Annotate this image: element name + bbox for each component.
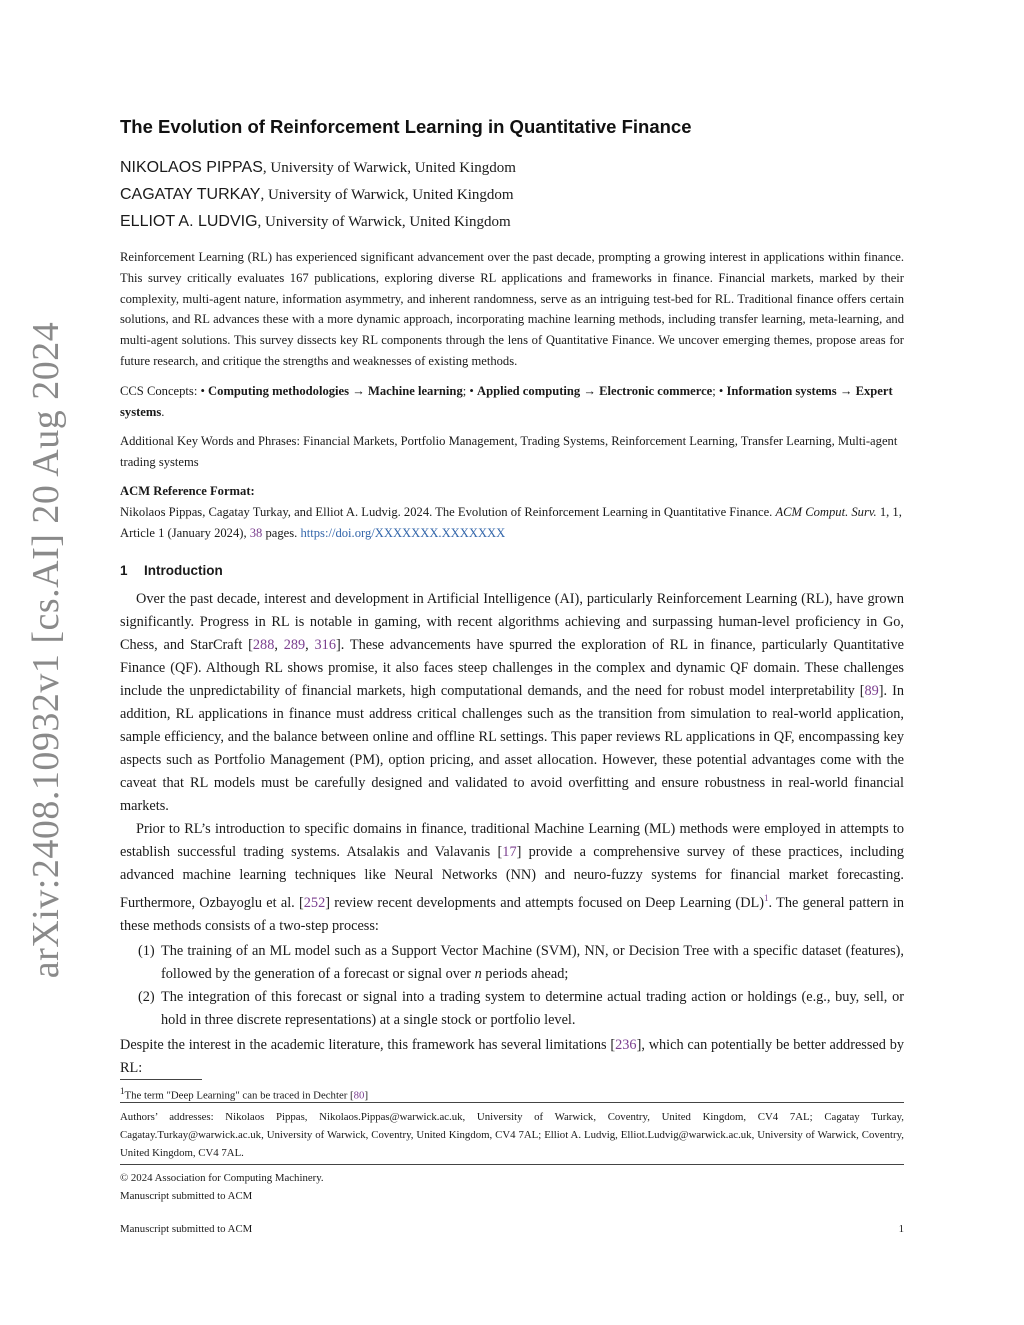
reference-text: Nikolaos Pippas, Cagatay Turkay, and Elliot A. Ludvig. 2024. The Evolution of Reinforcement Learning in Quantitative Finance.	[120, 504, 776, 519]
ccs-bullet: •	[718, 384, 727, 398]
journal-name: ACM Comput. Surv.	[775, 504, 877, 519]
addresses-rule	[120, 1102, 904, 1103]
copyright-rule	[120, 1164, 904, 1165]
text: The training of an ML model such as a Support Vector Machine (SVM), NN, or Decision Tree with a specific dataset (features), followed by the generation of a forecast or signal over	[161, 942, 904, 982]
citation-link[interactable]: 316	[314, 637, 336, 653]
footer-text: Manuscript submitted to ACM	[120, 1223, 253, 1235]
author-affiliation: , University of Warwick, United Kingdom	[257, 214, 511, 230]
section-number: 1	[120, 563, 128, 578]
text: ] provide a comprehensive survey of these practices, including advanced machine learning techniques like Neural Networks (NN) and neuro-fuzzy systems for financial market forecasting. Furthermore, Ozbayoglu et al. [	[120, 844, 904, 911]
doi-link[interactable]: https://doi.org/XXXXXXX.XXXXXXX	[300, 525, 506, 540]
text: Over the past decade, interest and development in Artificial Intelligence (AI), particularly Reinforcement Learning (RL), have grown significantly. Progress in RL is notable in gaming, with recent algorithms achieving and surpassing human-level proficiency in Go, Chess, and StarCraft [	[120, 591, 904, 653]
list-marker: (1)	[138, 942, 155, 959]
author-name: CAGATAY TURKAY	[120, 186, 261, 203]
text: ]. In addition, RL applications in finance must address critical challenges such as the transition from simulation to real-world application, sample efficiency, and the balance between online and offline RL settings. This paper reviews RL applications in QF, encompassing key aspects such as Portfolio Management (PM), option pricing, and asset allocation. However, these potential advantages come with the caveat that RL models must be carefully designed and validated to avoid overfitting and ensure robustness in real-world financial markets.	[120, 683, 904, 814]
introduction-body	[120, 588, 904, 1080]
keywords: Additional Key Words and Phrases: Financial Markets, Portfolio Management, Trading Systems, Reinforcement Learning, Transfer Learning, Multi-agent trading systems	[120, 434, 898, 469]
text: ], which can potentially be better addressed by RL:	[120, 1036, 904, 1076]
acm-reference	[120, 481, 904, 543]
citation-link[interactable]: 89	[864, 683, 879, 699]
copyright-block	[120, 1169, 904, 1205]
acm-reference-text	[120, 502, 904, 544]
list-marker: (2)	[138, 988, 155, 1005]
abstract: Reinforcement Learning (RL) has experienced significant advancement over the past decade, prompting a growing interest in applications within finance. This survey critically evaluates 167 publications, exploring diverse RL applications and frameworks in finance. Financial markets, marked by their complexity, multi-agent nature, information asymmetry, and inherent randomness, serve as an intriguing test-bed for RL. Traditional finance offers certain solutions, and RL advances these with a more dynamic approach, incorporating machine learning methods, including transfer learning, meta-learning, and multi-agent solutions. This survey dissects key RL components through the lens of Quantitative Finance. We uncover emerging themes, propose areas for future research, and critique the strengths and weaknesses of existing methods.	[120, 250, 904, 368]
ccs-term: Computing methodologies	[208, 384, 350, 398]
ccs-term: Electronic commerce	[599, 384, 713, 398]
text: The integration of this forecast or signal into a trading system to determine actual trading action or holdings (e.g., buy, sell, or hold in three discrete representations) at a single stock or portfolio level.	[161, 988, 904, 1028]
ccs-separator: .	[161, 404, 165, 419]
ccs-term: Expert systems	[120, 384, 893, 419]
text: . The general pattern in these methods consists of a two-step process:	[120, 894, 904, 934]
citation-link[interactable]: 17	[502, 844, 517, 860]
reference-text: 1, 1, Article 1 (January 2024),	[120, 504, 902, 540]
citation-link[interactable]: 288	[252, 637, 275, 653]
acm-reference-label: ACM Reference Format:	[120, 484, 255, 498]
paragraph	[120, 1034, 904, 1080]
author-entry	[120, 213, 516, 240]
numbered-list	[120, 940, 904, 1032]
footnote	[120, 1083, 904, 1104]
text: The term "Deep Learning" can be traced in Dechter [	[124, 1089, 354, 1102]
list-item	[120, 986, 904, 1032]
text: ]	[364, 1089, 369, 1102]
ccs-term: Applied computing	[476, 384, 581, 398]
text: periods ahead;	[481, 965, 569, 982]
ccs-separator: ;	[712, 384, 719, 398]
citation-link[interactable]: 252	[303, 894, 326, 911]
ccs-concepts	[120, 381, 904, 423]
author-entry	[120, 159, 516, 186]
variable: n	[474, 965, 482, 982]
ccs-bullet: •	[200, 384, 209, 398]
text: ] review recent developments and attempts focused on Deep Learning (DL)	[325, 894, 765, 911]
author-name: ELLIOT A. LUDVIG	[120, 213, 258, 230]
ccs-arrow: →	[836, 384, 856, 398]
author-affiliation: , University of Warwick, United Kingdom	[262, 160, 516, 176]
ccs-arrow: →	[349, 384, 368, 398]
ccs-prefix: CCS Concepts:	[120, 384, 201, 398]
arxiv-sidebar	[0, 0, 100, 1325]
page-count-link[interactable]: 38	[249, 525, 263, 540]
arxiv-identifier: arXiv:2408.10932v1 [cs.AI] 20 Aug 2024	[25, 321, 67, 979]
page-footer	[120, 1223, 904, 1235]
author-affiliation: , University of Warwick, United Kingdom	[260, 187, 514, 203]
text: ,	[274, 637, 284, 653]
paper-title: The Evolution of Reinforcement Learning in Quantitative Finance	[120, 116, 692, 137]
ccs-separator: ;	[462, 384, 470, 398]
copyright-notice: © 2024 Association for Computing Machinery.	[120, 1172, 324, 1184]
ccs-term: Information systems	[726, 384, 837, 398]
author-entry	[120, 186, 516, 213]
footnote-link[interactable]: 1	[764, 893, 769, 903]
author-list	[120, 159, 516, 240]
text: ]. These advancements have spurred the exploration of RL in finance, particularly Quantitative Finance (QF). Although RL shows promise, it also faces steep challenges in the complex and dynamic QF domain. These challenges include the unpredictability of financial markets, high computational demands, and the need for robust model interpretability [	[120, 637, 904, 699]
text: Prior to RL’s introduction to specific domains in finance, traditional Machine Learning (ML) methods were employed in attempts to establish successful trading systems. Atsalakis and Valavanis [	[120, 821, 904, 860]
paragraph	[120, 588, 904, 818]
citation-link[interactable]: 236	[615, 1036, 637, 1053]
page-number: 1	[898, 1223, 904, 1235]
section-heading	[120, 563, 223, 578]
footnote-number: 1	[120, 1086, 125, 1096]
text: Despite the interest in the academic literature, this framework has several limitations [	[120, 1036, 616, 1053]
paragraph	[120, 818, 904, 938]
citation-link[interactable]: 289	[283, 637, 306, 653]
submission-note: Manuscript submitted to ACM	[120, 1190, 253, 1202]
footnote-rule	[120, 1079, 202, 1080]
ccs-term: Machine learning	[367, 384, 463, 398]
section-title: Introduction	[144, 563, 223, 578]
list-item	[120, 940, 904, 986]
author-addresses: Authors’ addresses: Nikolaos Pippas, Nikolaos.Pippas@warwick.ac.uk, University of Warwick, Coventry, United Kingdom, CV4 7AL; Cagatay Turkay, Cagatay.Turkay@warwick.ac.uk, University of Warwick, Coventry, United Kingdom, CV4 7AL; Elliot A. Ludvig, Elliot.Ludvig@warwick.ac.uk, University of Warwick, Coventry, United Kingdom, CV4 7AL.	[120, 1111, 904, 1159]
citation-link[interactable]: 80	[353, 1089, 365, 1102]
ccs-arrow: →	[580, 384, 600, 398]
text: ,	[305, 637, 315, 653]
reference-text: pages.	[262, 525, 301, 540]
ccs-bullet: •	[469, 384, 477, 398]
author-name: NIKOLAOS PIPPAS	[120, 159, 263, 176]
